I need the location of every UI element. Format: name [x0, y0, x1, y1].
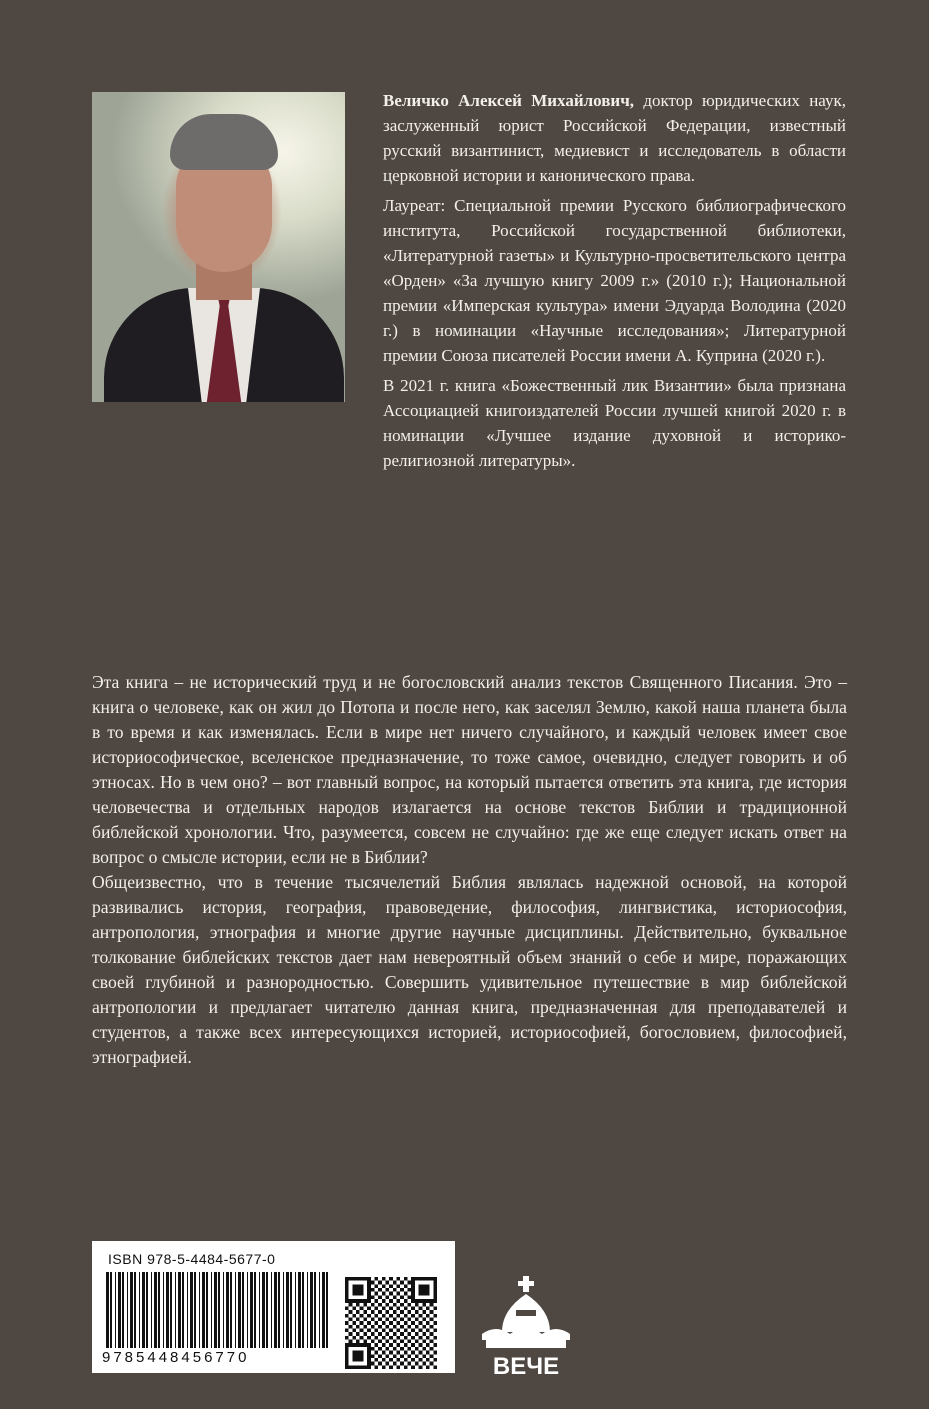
isbn-block: [92, 1241, 455, 1373]
author-intro: [383, 88, 846, 188]
description-paragraph-1: Эта книга – не исторический труд и не богословский анализ текстов Священного Писания. Это – книга о человеке, как он жил до Потопа и после него, как заселял Землю, какой наша планета была в то время и как изменялась. Если в мире нет ничего случайного, и каждый человек имеет свое историософическое, вселенское предназначение, то тоже самое, очевидно, следует говорить и об этносах. Но в чем оно? – вот главный вопрос, на который пытается ответить эта книга, где история человечества и отдельных народов излагается на основе текстов Библии и традиционной библейской хронологии. Что, разумеется, совсем не случайно: где же еще следует искать ответ на вопрос о смысле истории, если не в Библии?: [92, 672, 847, 867]
barcode-icon: [104, 1272, 332, 1348]
author-awards: Лауреат: Специальной премии Русского библиографического института, Российской государственной библиотеки, «Литературной газеты» и Культурно-просветительского центра «Орден» «За лучшую книгу 2009 г.» (2010 г.); Национальной премии «Имперская культура» имени Эдуарда Володина (2020 г.) в номинации «Научные исследования»; Литературной премии Союза писателей России имени А. Куприна (2020 г.).: [383, 196, 846, 365]
qr-code-icon: [345, 1277, 437, 1369]
isbn-label: ISBN 978-5-4484-5677-0: [108, 1251, 276, 1267]
author-recognition: В 2021 г. книга «Божественный лик Византии» была признана Ассоциацией книгоиздателей России лучшей книгой 2020 г. в номинации «Лучшее издание духовной и историко-религиозной литературы».: [383, 376, 846, 470]
author-description: доктор юридических наук, заслуженный юрист Российской Федерации, известный русский византинист, медиевист и исследователь в области церковной истории и канонического права.: [383, 91, 846, 185]
barcode-digits: 9785448456770: [102, 1349, 250, 1366]
author-photo: [92, 92, 345, 402]
publisher-logo: [472, 1270, 580, 1380]
publisher-logo-text: ВЕЧЕ: [492, 1353, 560, 1380]
author-name: Величко Алексей Михайлович,: [383, 91, 635, 110]
author-bio: [383, 88, 846, 473]
description-paragraph-2: Общеизвестно, что в течение тысячелетий Библия являлась надежной основой, на которой развивались история, география, правоведение, философия, лингвистика, историософия, антропология, этнография и многие другие научные дисциплины. Действительно, буквальное толкование библейских текстов дает нам невероятный объем знаний о себе и мире, поражающих своей глубиной и разнородностью. Совершить удивительное путешествие в мир библейской антропологии и предлагает читателю данная книга, предназначенная для преподавателей и студентов, а также всех интересующихся историей, историософией, богословием, философией, этнографией.: [92, 872, 847, 1067]
book-description: [92, 670, 847, 1070]
